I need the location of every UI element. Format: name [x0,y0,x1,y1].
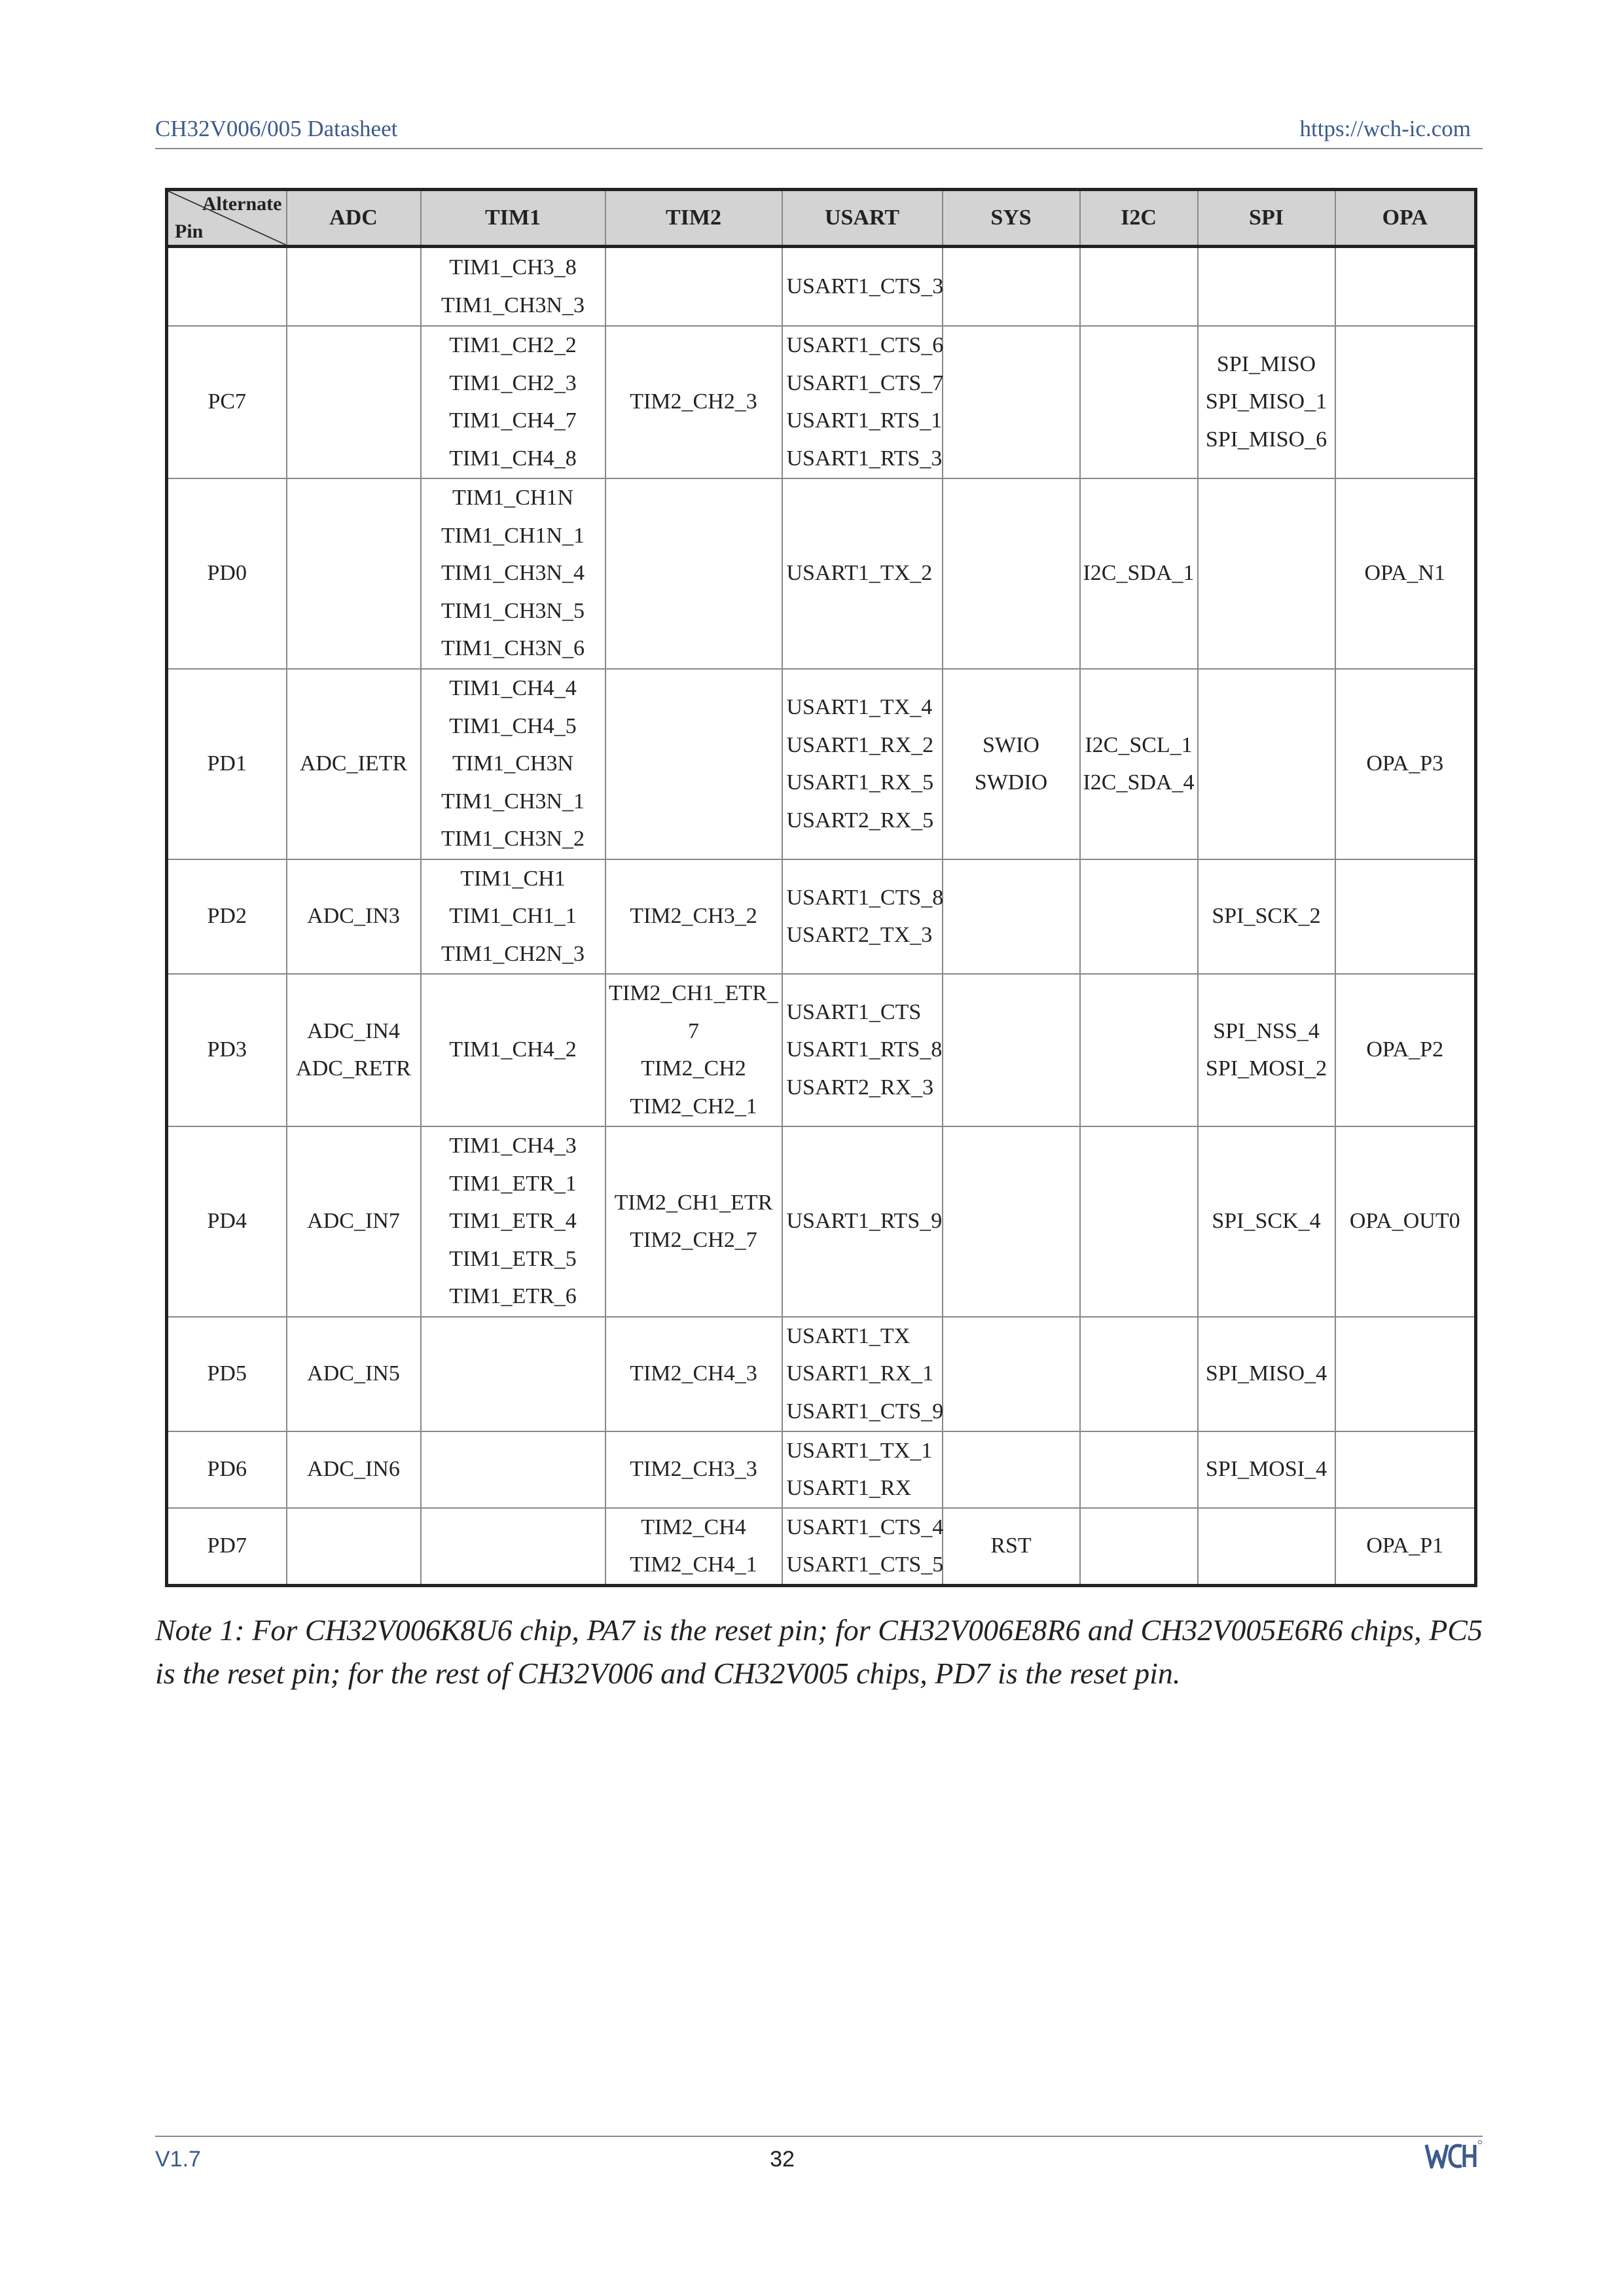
usart-function: USART1_CTS_4 [786,1515,944,1539]
opa-cell [1335,247,1476,326]
i2c-function: I2C_SDA_4 [1083,770,1195,795]
tim1-function: TIM1_CH2_3 [449,370,577,395]
sys-cell [943,478,1080,669]
tim2-cell [605,859,782,974]
tim1-cell [421,1508,605,1586]
page-number: 32 [770,2147,795,2172]
sys-cell [943,1431,1080,1508]
adc-function: ADC_IN7 [307,1209,400,1234]
usart-cell [782,247,943,326]
spi-cell [1198,669,1335,859]
tim2-function: TIM2_CH3_3 [630,1457,757,1482]
usart-function: USART1_CTS_9 [786,1399,944,1424]
column-header-opa: OPA [1335,190,1476,247]
pin-name-cell: PD5 [167,1317,287,1431]
spi-cell [1198,1508,1335,1586]
tim2-function: TIM2_CH4_3 [630,1361,757,1386]
tim2-function-list [606,1184,782,1259]
corner-header-cell [167,190,287,247]
usart-function: USART1_TX_4 [786,695,933,719]
column-header-spi: SPI [1198,190,1335,247]
adc-function-list [287,745,420,783]
tim1-function: TIM1_CH3N_2 [441,827,585,852]
opa-cell [1335,1431,1476,1508]
opa-cell [1335,859,1476,974]
tim1-function: TIM1_CH4_4 [449,676,577,701]
usart-function: USART2_RX_5 [786,808,934,833]
tim1-cell [421,974,605,1126]
spi-function-list [1199,1202,1335,1240]
pin-name-cell: PD0 [167,478,287,669]
tim1-function-list [422,249,605,324]
adc-cell [287,247,421,326]
opa-cell [1335,1508,1476,1586]
tim2-cell [605,669,782,859]
reset-pin-note: Note 1: For CH32V006K8U6 chip, PA7 is the reset pin; for CH32V006E8R6 and CH32V005E6R6 chips, PC5 is the reset pin; for the rest of CH32V006 and CH32V005 chips, PD7 is the reset pin. [155,1613,1483,1690]
tim2-function-list [606,1450,782,1488]
i2c-cell [1080,1431,1198,1508]
opa-cell [1335,326,1476,478]
usart-function: USART1_CTS_3 [786,274,944,298]
table-row [167,326,1476,478]
usart-cell [782,669,943,859]
document-version: V1.7 [155,2147,201,2172]
tim2-function-list [606,975,782,1125]
tim1-cell [421,859,605,974]
pin-name-cell: PD1 [167,669,287,859]
opa-cell [1335,1317,1476,1431]
column-header-tim2: TIM2 [605,190,782,247]
adc-function: ADC_IN3 [307,904,400,929]
tim1-function: TIM1_ETR_4 [449,1209,577,1234]
i2c-cell [1080,669,1198,859]
sys-function: RST [990,1534,1032,1558]
tim1-cell [421,1126,605,1317]
tim2-function: TIM2_CH3_2 [630,904,757,929]
tim2-cell [605,1508,782,1586]
tim2-cell [605,478,782,669]
usart-function-list [783,1432,942,1507]
sys-function-list [943,726,1079,802]
adc-cell [287,1431,421,1508]
spi-function: SPI_MISO_4 [1205,1361,1327,1386]
usart-function: USART1_RX_1 [786,1361,934,1386]
usart-function-list [783,554,942,592]
usart-function: USART1_RTS_3 [786,446,943,471]
usart-function: USART1_CTS_5 [786,1552,944,1577]
spi-function: SPI_MISO [1216,351,1316,376]
tim1-function: TIM1_CH3N_3 [441,293,585,317]
usart-function: USART1_TX_1 [786,1438,933,1463]
i2c-function-list [1081,726,1197,802]
tim1-function: TIM1_CH4_8 [449,446,577,471]
i2c-cell [1080,1126,1198,1317]
i2c-cell [1080,1317,1198,1431]
tim1-function: TIM1_CH4_5 [449,713,577,738]
tim2-cell [605,247,782,326]
spi-function: SPI_MOSI_2 [1205,1056,1327,1081]
i2c-function: I2C_SDA_1 [1083,561,1195,586]
opa-cell [1335,974,1476,1126]
spi-function: SPI_SCK_2 [1212,904,1321,929]
usart-function-list [783,994,942,1107]
spi-function-list [1199,1355,1335,1393]
tim1-function: TIM1_CH2N_3 [441,941,585,966]
spi-cell [1198,247,1335,326]
pin-name-cell: PD3 [167,974,287,1126]
i2c-cell [1080,974,1198,1126]
i2c-function: I2C_SCL_1 [1085,732,1193,757]
pin-name-cell [167,247,287,326]
tim1-function: TIM1_CH4_3 [449,1134,577,1158]
tim1-function-list [422,1031,605,1069]
tim1-function: TIM1_CH3N_1 [441,789,585,814]
pin-name-cell: PD4 [167,1126,287,1317]
opa-function-list [1336,745,1475,783]
column-header-sys: SYS [943,190,1080,247]
tim1-function: TIM1_ETR_5 [449,1246,577,1271]
usart-function-list [783,327,942,477]
tim2-function: TIM2_CH2_3 [630,389,757,414]
adc-function: ADC_RETR [296,1056,411,1081]
tim2-function: TIM2_CH2_1 [630,1094,757,1119]
pin-alternate-function-table [165,188,1477,1587]
spi-cell [1198,478,1335,669]
usart-function: USART2_TX_3 [786,923,933,947]
sys-function: SWIO [983,732,1039,757]
wch-logo [1424,2137,1483,2176]
usart-function: USART1_RX_5 [786,770,934,795]
tim2-function: TIM2_CH1_ETR_ [609,981,778,1005]
tim1-function: TIM1_CH1_1 [449,904,577,929]
tim1-function: TIM1_ETR_1 [449,1171,577,1196]
document-title: CH32V006/005 Datasheet [155,116,398,141]
table-row [167,478,1476,669]
tim1-function-list [422,860,605,973]
tim2-cell [605,1431,782,1508]
sys-function-list [943,1527,1079,1565]
pin-name-cell: PC7 [167,326,287,478]
tim1-function: TIM1_CH3_8 [449,255,577,280]
tim2-function-list [606,897,782,935]
opa-function-list [1336,1527,1475,1565]
opa-function: OPA_OUT0 [1349,1209,1460,1234]
opa-function: OPA_P1 [1366,1534,1444,1558]
sys-cell [943,1126,1080,1317]
tim1-function: TIM1_CH1 [460,866,566,891]
table-row [167,1431,1476,1508]
tim1-function-list [422,1127,605,1316]
adc-function: ADC_IN6 [307,1457,400,1482]
i2c-cell [1080,859,1198,974]
tim1-function: TIM1_CH4_2 [449,1037,577,1062]
usart-function: USART2_RX_3 [786,1075,934,1100]
tim2-function-list [606,383,782,421]
website-url[interactable]: https://wch-ic.com [1299,116,1471,141]
tim1-function: TIM1_CH3N [452,751,574,776]
tim2-function: TIM2_CH1_ETR [614,1190,773,1215]
spi-cell [1198,974,1335,1126]
tim2-function-list [606,1509,782,1584]
usart-function: USART1_CTS_6 [786,333,944,357]
footer-divider [155,2136,1483,2137]
sys-cell [943,859,1080,974]
spi-cell [1198,326,1335,478]
tim1-function: TIM1_CH3N_6 [441,636,585,661]
usart-function-list [783,1509,942,1584]
adc-cell [287,478,421,669]
usart-function: USART1_RX_2 [786,732,934,757]
tim1-cell [421,1431,605,1508]
usart-cell [782,1508,943,1586]
usart-function: USART1_RX [786,1476,912,1500]
table-row [167,1317,1476,1431]
tim1-function-list [422,670,605,858]
tim2-function-list [606,1355,782,1393]
sys-function: SWDIO [974,770,1048,795]
usart-function: USART1_RTS_1 [786,408,943,433]
corner-label-alternate: Alternate [202,193,282,215]
sys-cell [943,1317,1080,1431]
tim1-cell [421,326,605,478]
tim1-function: TIM1_ETR_6 [449,1284,577,1309]
usart-function: USART1_CTS [786,999,922,1024]
usart-cell [782,974,943,1126]
tim2-function: TIM2_CH2_7 [630,1228,757,1252]
opa-function-list [1336,1031,1475,1069]
adc-function-list [287,897,420,935]
usart-function: USART1_RTS_8 [786,1037,943,1062]
spi-cell [1198,859,1335,974]
spi-cell [1198,1431,1335,1508]
column-header-i2c: I2C [1080,190,1198,247]
adc-function-list [287,1013,420,1088]
adc-cell [287,669,421,859]
header-divider [155,148,1483,149]
i2c-cell [1080,1508,1198,1586]
usart-cell [782,326,943,478]
tim1-function-list [422,327,605,477]
tim2-cell [605,1126,782,1317]
usart-function: USART1_TX_2 [786,561,933,586]
tim1-function: TIM1_CH1N_1 [441,523,585,548]
usart-function-list [783,1202,942,1240]
spi-function: SPI_NSS_4 [1213,1018,1320,1043]
tim1-function: TIM1_CH2_2 [449,333,577,357]
spi-function: SPI_SCK_4 [1212,1209,1321,1234]
table-header-row [167,190,1476,247]
opa-cell [1335,669,1476,859]
tim1-function: TIM1_CH1N [452,486,574,511]
usart-function-list [783,689,942,839]
usart-function: USART1_TX [786,1323,911,1348]
table-row [167,859,1476,974]
adc-function: ADC_IN5 [307,1361,400,1386]
table-row [167,1508,1476,1586]
usart-function-list [783,1318,942,1431]
usart-cell [782,1126,943,1317]
sys-cell [943,247,1080,326]
adc-function-list [287,1450,420,1488]
usart-cell [782,1317,943,1431]
spi-function: SPI_MISO_6 [1205,427,1327,452]
adc-cell [287,859,421,974]
adc-function-list [287,1355,420,1393]
sys-cell [943,326,1080,478]
opa-function: OPA_P3 [1366,751,1444,776]
table-row [167,974,1476,1126]
usart-function-list [783,879,942,954]
i2c-function-list [1081,554,1197,592]
i2c-cell [1080,326,1198,478]
adc-cell [287,1126,421,1317]
usart-function: USART1_CTS_8 [786,885,944,910]
tim1-function: TIM1_CH3N_5 [441,598,585,623]
spi-function-list [1199,1013,1335,1088]
opa-cell [1335,478,1476,669]
i2c-cell [1080,478,1198,669]
usart-function: USART1_RTS_9 [786,1209,943,1234]
usart-function-list [783,268,942,306]
pin-name-cell: PD2 [167,859,287,974]
adc-function-list [287,1202,420,1240]
spi-cell [1198,1317,1335,1431]
tim2-function: TIM2_CH4 [641,1515,746,1539]
opa-function: OPA_P2 [1366,1037,1444,1062]
column-header-tim1: TIM1 [421,190,605,247]
sys-cell [943,974,1080,1126]
table-row [167,1126,1476,1317]
pin-name-cell: PD6 [167,1431,287,1508]
adc-function: ADC_IETR [299,751,408,776]
usart-cell [782,859,943,974]
spi-function-list [1199,346,1335,459]
tim1-cell [421,669,605,859]
tim1-function-list [422,479,605,668]
opa-function-list [1336,1202,1475,1240]
table-row [167,669,1476,859]
opa-function: OPA_N1 [1364,561,1445,586]
spi-cell [1198,1126,1335,1317]
spi-function-list [1199,897,1335,935]
tim2-function: TIM2_CH2 [641,1056,746,1081]
corner-label-pin: Pin [175,221,204,242]
spi-function-list [1199,1450,1335,1488]
adc-cell [287,326,421,478]
tim1-cell [421,1317,605,1431]
tim2-function: TIM2_CH4_1 [630,1552,757,1577]
tim2-cell [605,974,782,1126]
usart-cell [782,478,943,669]
sys-cell [943,669,1080,859]
spi-function: SPI_MISO_1 [1205,389,1327,414]
sys-cell [943,1508,1080,1586]
tim1-function: TIM1_CH3N_4 [441,561,585,586]
pin-name-cell: PD7 [167,1508,287,1586]
adc-cell [287,974,421,1126]
spi-function: SPI_MOSI_4 [1205,1457,1327,1482]
tim2-cell [605,326,782,478]
adc-cell [287,1508,421,1586]
i2c-cell [1080,247,1198,326]
table-row [167,247,1476,326]
usart-function: USART1_CTS_7 [786,370,944,395]
adc-function: ADC_IN4 [307,1018,400,1043]
opa-function-list [1336,554,1475,592]
adc-cell [287,1317,421,1431]
tim1-cell [421,478,605,669]
column-header-adc: ADC [287,190,421,247]
tim2-function: 7 [688,1018,699,1043]
tim1-cell [421,247,605,326]
tim1-function: TIM1_CH4_7 [449,408,577,433]
usart-cell [782,1431,943,1508]
table-body [167,247,1476,1586]
column-header-usart: USART [782,190,943,247]
opa-cell [1335,1126,1476,1317]
tim2-cell [605,1317,782,1431]
